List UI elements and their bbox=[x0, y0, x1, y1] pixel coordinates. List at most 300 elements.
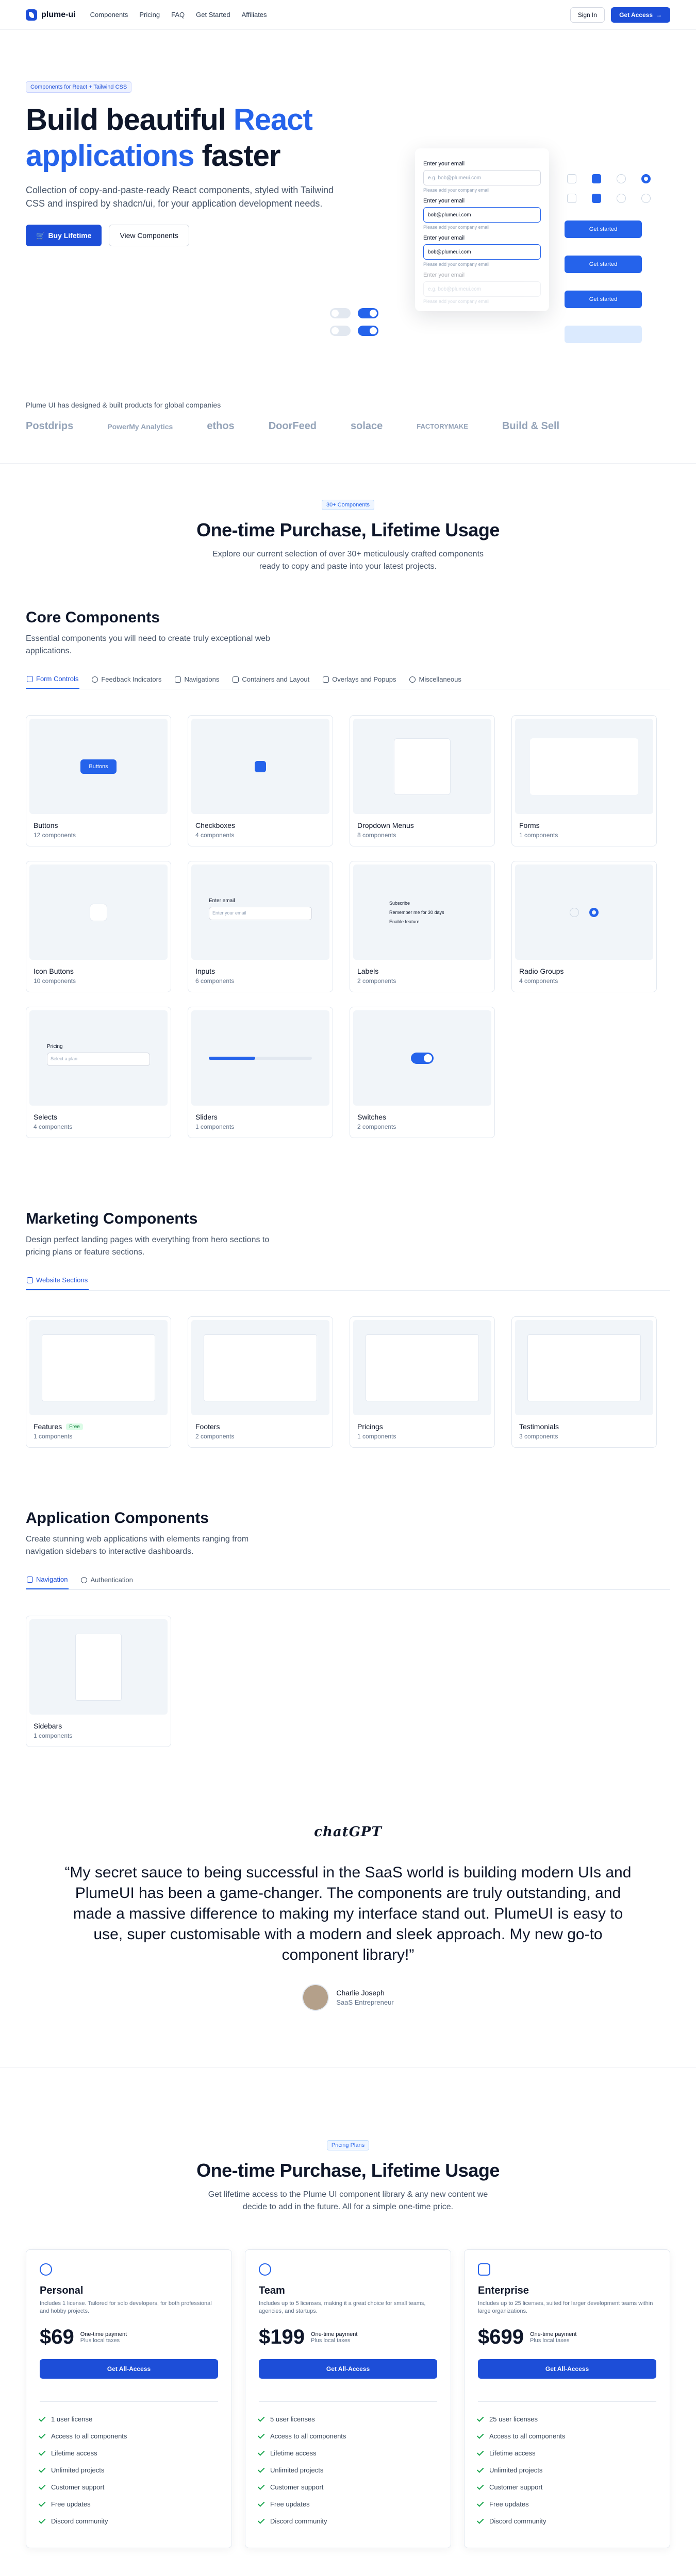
card-count: 10 components bbox=[34, 977, 76, 985]
marketing-tabs bbox=[26, 1271, 670, 1291]
preview-center bbox=[515, 719, 653, 814]
core-desc: Essential components you will need to create truly exceptional web applications. bbox=[26, 634, 271, 655]
feature-item bbox=[40, 2466, 218, 2474]
preview-page bbox=[204, 1334, 317, 1401]
preview-center bbox=[29, 865, 168, 960]
card-count: 4 components bbox=[195, 832, 235, 839]
card-preview bbox=[353, 1010, 491, 1106]
feature-text: Unlimited projects bbox=[270, 2466, 324, 2474]
card-count: 4 components bbox=[519, 977, 558, 985]
card-name: Selects bbox=[34, 1113, 57, 1121]
card-name: Forms bbox=[519, 821, 540, 829]
logo-powermy: PowerMy Analytics bbox=[107, 422, 173, 431]
feature-item bbox=[40, 2449, 218, 2457]
plume-logo-icon bbox=[26, 9, 37, 21]
card-body bbox=[350, 1418, 494, 1444]
card-preview bbox=[353, 1320, 491, 1415]
plan-name: Enterprise bbox=[478, 2285, 529, 2296]
card-body bbox=[26, 1109, 171, 1134]
component-card-inputs[interactable] bbox=[188, 861, 333, 992]
application-grid bbox=[26, 1616, 670, 1747]
form-help: Please add your company email bbox=[423, 262, 490, 267]
checkbox-sample[interactable] bbox=[567, 194, 576, 203]
email-input-placeholder[interactable]: e.g. bob@plumeui.com bbox=[423, 170, 541, 185]
preview-center bbox=[191, 719, 329, 814]
feature-text: Lifetime access bbox=[489, 2449, 536, 2457]
feature-item bbox=[259, 2449, 437, 2457]
preview-input-field: Enter your email bbox=[209, 907, 312, 920]
core-components bbox=[0, 573, 696, 1138]
preview-sidebar bbox=[75, 1634, 122, 1701]
check-icon bbox=[258, 2449, 264, 2455]
pricing-head bbox=[0, 2114, 696, 2213]
card-count: 6 components bbox=[195, 977, 235, 985]
price-note: One-time payment bbox=[529, 2331, 577, 2337]
check-icon bbox=[39, 2432, 45, 2438]
application-desc: Create stunning web applications with elements ranging from navigation sidebars to interactive dashboards. bbox=[26, 1535, 249, 1556]
feature-item bbox=[259, 2415, 437, 2423]
card-body bbox=[26, 963, 171, 989]
tab-label: Navigations bbox=[184, 675, 220, 683]
marketing-title: Marketing Components bbox=[26, 1210, 198, 1227]
form-icon bbox=[27, 676, 33, 682]
card-count: 2 components bbox=[357, 1123, 396, 1130]
logo-build-sell: Build & Sell bbox=[502, 420, 560, 432]
preview-page bbox=[42, 1334, 155, 1401]
marketing-components bbox=[0, 1138, 696, 1448]
preview-select-label: Pricing bbox=[47, 1043, 63, 1049]
layout-icon bbox=[233, 676, 239, 683]
disabled-sample-button bbox=[565, 326, 642, 343]
logo-factorymake: FACTORYMAKE bbox=[417, 422, 468, 430]
hero-actions bbox=[26, 225, 356, 246]
buy-lifetime-label: Buy Lifetime bbox=[48, 231, 92, 240]
form-label: Enter your email bbox=[423, 272, 465, 278]
checkbox-sample[interactable] bbox=[592, 174, 601, 183]
toggle-row bbox=[330, 326, 378, 343]
preview-center bbox=[353, 719, 491, 814]
component-card-pricings[interactable] bbox=[350, 1316, 495, 1448]
building-icon bbox=[478, 2263, 490, 2276]
preview-center bbox=[29, 719, 168, 814]
feedback-icon bbox=[92, 676, 98, 683]
nav-left bbox=[26, 9, 267, 21]
preview-page bbox=[366, 1334, 479, 1401]
card-name: Dropdown Menus bbox=[357, 821, 414, 829]
tab-containers-layout[interactable] bbox=[231, 670, 310, 689]
preview-center bbox=[29, 1320, 168, 1415]
users-icon bbox=[259, 2263, 271, 2276]
components-pill: 30+ Components bbox=[322, 500, 374, 510]
plan-desc: Includes up to 25 licenses, suited for larger development teams within large organizations. bbox=[478, 2300, 653, 2314]
card-name: Radio Groups bbox=[519, 967, 564, 975]
tab-label: Form Controls bbox=[36, 675, 79, 683]
misc-icon bbox=[409, 676, 416, 683]
preview-dropdown bbox=[394, 738, 451, 795]
checkbox-sample[interactable] bbox=[592, 194, 601, 203]
feature-item bbox=[40, 2483, 218, 2491]
card-preview bbox=[191, 719, 329, 814]
top-nav bbox=[0, 0, 696, 30]
author-info bbox=[336, 1989, 393, 2006]
testimonial-quote: “My secret sauce to being successful in the SaaS world is building modern UIs and PlumeUI has been a game-changer. The components are truly outstanding, and made a massive difference to making my interface stand out. PlumeUI is easy to use, super customisable with a modern and sleek approach. My new go-to component library!” bbox=[64, 1864, 632, 1963]
preview-center bbox=[191, 1010, 329, 1106]
hero-illustration bbox=[330, 107, 696, 396]
radio-sample[interactable] bbox=[617, 194, 626, 203]
nav-link-affiliates[interactable]: Affiliates bbox=[241, 11, 267, 19]
card-body bbox=[512, 817, 656, 843]
get-all-access-button[interactable]: Get All-Access bbox=[40, 2359, 218, 2379]
tab-navigation[interactable] bbox=[26, 1570, 69, 1589]
form-label: Enter your email bbox=[423, 161, 465, 167]
check-icon bbox=[39, 2466, 45, 2472]
preview-slider bbox=[209, 1057, 312, 1060]
card-preview bbox=[515, 865, 653, 960]
plan-desc: Includes up to 5 licenses, making it a great choice for small teams, agencies, and startups. bbox=[259, 2300, 426, 2314]
hero-subtitle: Collection of copy-and-paste-ready React components, styled with Tailwind CSS and inspired by shadcn/ui, for your application development needs. bbox=[26, 185, 334, 209]
tab-authentication[interactable] bbox=[80, 1570, 134, 1589]
user-icon bbox=[40, 2263, 52, 2276]
preview-form bbox=[530, 738, 638, 795]
radio-sample[interactable] bbox=[617, 174, 626, 183]
preview-center bbox=[191, 865, 329, 960]
card-count: 1 components bbox=[34, 1433, 73, 1440]
plan-price: $699 bbox=[478, 2326, 524, 2348]
application-title: Application Components bbox=[26, 1510, 209, 1527]
checkbox-sample[interactable] bbox=[567, 174, 576, 183]
check-icon bbox=[258, 2483, 264, 2489]
toggle-off[interactable] bbox=[330, 308, 351, 318]
plan-desc: Includes 1 license. Tailored for solo developers, for both professional and hobby projects. bbox=[40, 2300, 212, 2314]
card-name: Checkboxes bbox=[195, 821, 236, 829]
get-started-sample-button[interactable]: Get started bbox=[565, 291, 642, 308]
tab-website-sections[interactable] bbox=[26, 1271, 89, 1290]
components-intro bbox=[0, 464, 696, 573]
get-started-sample-button[interactable]: Get started bbox=[565, 221, 642, 238]
check-icon bbox=[258, 2517, 264, 2523]
price-note: Plus local taxes bbox=[529, 2337, 570, 2344]
hero-title bbox=[26, 102, 356, 174]
component-card-checkboxes[interactable] bbox=[188, 715, 333, 846]
component-card-icon-buttons[interactable] bbox=[26, 861, 171, 992]
hero-title-line2-accent: applications bbox=[26, 139, 194, 173]
check-icon bbox=[258, 2466, 264, 2472]
card-preview bbox=[191, 1320, 329, 1415]
plan-features bbox=[478, 2401, 656, 2525]
radio-sample[interactable] bbox=[641, 174, 651, 183]
pricing-title: One-time Purchase, Lifetime Usage bbox=[196, 2160, 500, 2181]
feature-text: Free updates bbox=[270, 2500, 310, 2508]
toggle-row bbox=[330, 308, 378, 326]
feature-text: Free updates bbox=[51, 2500, 91, 2508]
tab-form-controls[interactable] bbox=[26, 670, 79, 689]
overlay-icon bbox=[323, 676, 329, 683]
component-card-sliders[interactable] bbox=[188, 1007, 333, 1138]
preview-center bbox=[29, 1010, 168, 1106]
check-icon bbox=[258, 2500, 264, 2506]
component-card-selects[interactable] bbox=[26, 1007, 171, 1138]
hero-title-accent: React bbox=[233, 103, 312, 137]
get-access-button[interactable] bbox=[611, 7, 670, 23]
radio-icon bbox=[570, 908, 579, 917]
feature-item bbox=[259, 2500, 437, 2508]
tab-overlays-popups[interactable] bbox=[322, 670, 397, 689]
preview-input-label: Enter email bbox=[209, 897, 235, 904]
card-body bbox=[26, 817, 171, 843]
feature-text: 1 user license bbox=[51, 2415, 93, 2423]
card-preview bbox=[191, 1010, 329, 1106]
card-count: 2 components bbox=[357, 977, 396, 985]
card-body bbox=[26, 1418, 171, 1444]
hero-title-line1: Build beautiful bbox=[26, 103, 226, 137]
card-body bbox=[26, 1718, 171, 1743]
card-name: Switches bbox=[357, 1113, 387, 1121]
plan-features bbox=[40, 2401, 218, 2525]
card-count: 12 components bbox=[34, 832, 76, 839]
card-preview bbox=[29, 865, 168, 960]
hero-title-line2-rest: faster bbox=[202, 139, 280, 173]
card-count: 1 components bbox=[519, 832, 558, 839]
feature-item bbox=[478, 2415, 656, 2423]
check-icon bbox=[477, 2500, 484, 2506]
avatar bbox=[302, 1984, 329, 2011]
card-name: Footers bbox=[195, 1422, 220, 1431]
email-input-filled[interactable]: bob@plumeui.com bbox=[423, 207, 541, 223]
component-card-footers[interactable] bbox=[188, 1316, 333, 1448]
card-name bbox=[34, 1422, 163, 1431]
feature-text: Customer support bbox=[489, 2483, 543, 2491]
check-icon bbox=[477, 2466, 484, 2472]
card-body bbox=[350, 1109, 494, 1134]
logo-solace: solace bbox=[351, 420, 383, 432]
nav-link-components[interactable]: Components bbox=[90, 11, 128, 19]
navigation-icon bbox=[27, 1577, 33, 1583]
checkbox-sample-grid bbox=[567, 174, 653, 203]
card-body bbox=[188, 817, 333, 843]
nav-right bbox=[570, 7, 670, 23]
pricing-card-team bbox=[245, 2249, 451, 2548]
sign-in-button[interactable]: Sign In bbox=[570, 7, 605, 23]
faq-section bbox=[0, 2548, 696, 2576]
component-card-forms[interactable] bbox=[511, 715, 657, 846]
component-card-dropdown-menus[interactable] bbox=[350, 715, 495, 846]
preview-center bbox=[515, 1320, 653, 1415]
testimonial-company-logo: chatGPT bbox=[314, 1824, 382, 1840]
component-card-sidebars[interactable] bbox=[26, 1616, 171, 1747]
tab-label: Overlays and Popups bbox=[332, 675, 396, 683]
toggle-off[interactable] bbox=[330, 326, 351, 336]
components-title: One-time Purchase, Lifetime Usage bbox=[196, 519, 500, 540]
hero-section bbox=[0, 30, 696, 354]
plan-name: Team bbox=[259, 2285, 285, 2296]
tab-feedback-indicators[interactable] bbox=[91, 670, 162, 689]
feature-item bbox=[40, 2432, 218, 2440]
form-label: Enter your email bbox=[423, 198, 465, 204]
card-count: 1 components bbox=[357, 1433, 396, 1440]
preview-center bbox=[353, 1320, 491, 1415]
card-count: 3 components bbox=[519, 1433, 558, 1440]
check-icon bbox=[477, 2517, 484, 2523]
brand-logo[interactable] bbox=[26, 9, 76, 21]
radio-sample[interactable] bbox=[641, 194, 651, 203]
check-icon bbox=[39, 2517, 45, 2523]
form-help: Please add your company email bbox=[423, 299, 490, 304]
card-preview bbox=[29, 1320, 168, 1415]
form-help: Please add your company email bbox=[423, 188, 490, 193]
feature-text: Unlimited projects bbox=[51, 2466, 105, 2474]
buy-lifetime-button[interactable] bbox=[26, 225, 102, 246]
preview-label: Subscribe bbox=[389, 900, 410, 906]
toggle-on[interactable] bbox=[358, 326, 378, 336]
card-body bbox=[512, 963, 656, 989]
card-preview bbox=[515, 1320, 653, 1415]
card-name-text: Features bbox=[34, 1422, 62, 1431]
tab-label: Containers and Layout bbox=[242, 675, 310, 683]
pricing-pill: Pricing Plans bbox=[327, 2140, 369, 2150]
card-preview bbox=[353, 719, 491, 814]
get-started-sample-button[interactable]: Get started bbox=[565, 256, 642, 273]
application-tabs bbox=[26, 1570, 670, 1590]
card-count: 1 components bbox=[195, 1123, 235, 1130]
preview-label: Remember me for 30 days bbox=[389, 909, 444, 915]
component-card-features[interactable] bbox=[26, 1316, 171, 1448]
form-label: Enter your email bbox=[423, 235, 465, 241]
preview-select-field: Select a plan bbox=[47, 1053, 150, 1066]
tab-label: Authentication bbox=[90, 1576, 133, 1584]
feature-item bbox=[478, 2500, 656, 2508]
pricing-card-personal bbox=[26, 2249, 232, 2548]
testimonial-author bbox=[62, 1984, 634, 2011]
price-notes bbox=[80, 2331, 127, 2344]
view-components-button[interactable]: View Components bbox=[109, 225, 189, 246]
check-icon bbox=[39, 2415, 45, 2421]
check-icon bbox=[258, 2432, 264, 2438]
component-card-labels[interactable] bbox=[350, 861, 495, 992]
tab-label: Feedback Indicators bbox=[101, 675, 162, 683]
price-note: One-time payment bbox=[310, 2331, 358, 2337]
check-icon bbox=[39, 2500, 45, 2506]
feature-text: Discord community bbox=[270, 2517, 327, 2525]
preview-center bbox=[353, 1010, 491, 1106]
card-preview bbox=[515, 719, 653, 814]
tab-miscellaneous[interactable] bbox=[408, 670, 462, 689]
pricing-section bbox=[0, 2068, 696, 2548]
pricing-grid bbox=[26, 2249, 670, 2548]
card-preview bbox=[29, 1010, 168, 1106]
get-all-access-button[interactable]: Get All-Access bbox=[478, 2359, 656, 2379]
feature-text: 5 user licenses bbox=[270, 2415, 315, 2423]
component-card-radio-groups[interactable] bbox=[511, 861, 657, 992]
nav-link-get-started[interactable]: Get Started bbox=[196, 11, 230, 19]
core-grid bbox=[26, 715, 670, 1138]
component-card-buttons[interactable] bbox=[26, 715, 171, 846]
preview-switch bbox=[411, 1053, 434, 1064]
button-samples bbox=[565, 221, 642, 361]
preview-label: Enable feature bbox=[389, 919, 420, 924]
email-input-focused[interactable]: bob@plumeui.com bbox=[423, 244, 541, 260]
component-card-switches[interactable] bbox=[350, 1007, 495, 1138]
author-role: SaaS Entrepreneur bbox=[336, 1998, 394, 2006]
preview-center bbox=[191, 1320, 329, 1415]
feature-item bbox=[259, 2483, 437, 2491]
nav-link-pricing[interactable]: Pricing bbox=[139, 11, 160, 19]
price-row bbox=[259, 2326, 437, 2349]
get-access-label: Get Access bbox=[619, 11, 653, 19]
price-notes bbox=[530, 2331, 576, 2344]
card-name: Testimonials bbox=[519, 1422, 559, 1431]
get-all-access-button[interactable]: Get All-Access bbox=[259, 2359, 437, 2379]
toggle-samples bbox=[330, 308, 378, 343]
plan-price: $199 bbox=[259, 2326, 305, 2348]
navigation-icon bbox=[175, 676, 181, 683]
faded-field bbox=[423, 272, 541, 304]
components-subtitle: Explore our current selection of over 30+ meticulously crafted components ready to copy and paste into your latest projects. bbox=[212, 550, 484, 571]
card-name: Buttons bbox=[34, 821, 58, 829]
feature-text: Customer support bbox=[51, 2483, 105, 2491]
feature-item bbox=[478, 2449, 656, 2457]
card-name: Pricings bbox=[357, 1422, 383, 1431]
price-note: Plus local taxes bbox=[310, 2337, 351, 2344]
feature-item bbox=[478, 2432, 656, 2440]
brand-name: plume-ui bbox=[41, 10, 76, 19]
tab-navigations[interactable] bbox=[174, 670, 220, 689]
nav-links bbox=[90, 11, 267, 19]
preview-input bbox=[209, 898, 312, 927]
component-card-testimonials[interactable] bbox=[511, 1316, 657, 1448]
feature-text: Unlimited projects bbox=[489, 2466, 543, 2474]
preview-center bbox=[29, 1619, 168, 1715]
check-icon bbox=[258, 2415, 264, 2421]
tab-label: Website Sections bbox=[36, 1276, 88, 1284]
feature-text: Access to all components bbox=[51, 2432, 127, 2440]
author-name: Charlie Joseph bbox=[336, 1989, 385, 1997]
marketing-grid bbox=[26, 1316, 670, 1448]
feature-item bbox=[40, 2517, 218, 2525]
card-preview bbox=[29, 1619, 168, 1715]
feature-text: Discord community bbox=[489, 2517, 546, 2525]
preview-center bbox=[353, 865, 491, 960]
logo-ethos: ethos bbox=[207, 420, 235, 432]
logo-postdrips: Postdrips bbox=[26, 420, 74, 432]
card-name: Sliders bbox=[195, 1113, 218, 1121]
card-body bbox=[512, 1418, 656, 1444]
core-title: Core Components bbox=[26, 609, 160, 626]
email-input-disabled: e.g. bob@plumeui.com bbox=[423, 281, 541, 297]
feature-item bbox=[259, 2432, 437, 2440]
check-icon bbox=[477, 2415, 484, 2421]
cart-icon: 🛒 bbox=[36, 231, 45, 240]
preview-center bbox=[515, 865, 653, 960]
card-name: Sidebars bbox=[34, 1722, 62, 1730]
marketing-desc: Design perfect landing pages with everything from hero sections to pricing plans or feature sections. bbox=[26, 1235, 270, 1257]
toggle-on[interactable] bbox=[358, 308, 378, 318]
card-name: Labels bbox=[357, 967, 379, 975]
nav-link-faq[interactable]: FAQ bbox=[171, 11, 185, 19]
card-body bbox=[350, 817, 494, 843]
feature-text: 25 user licenses bbox=[489, 2415, 538, 2423]
feature-text: Access to all components bbox=[270, 2432, 346, 2440]
hero-content bbox=[26, 81, 356, 246]
feature-text: Discord community bbox=[51, 2517, 108, 2525]
bell-icon bbox=[90, 904, 107, 921]
price-notes bbox=[311, 2331, 357, 2344]
card-count: 4 components bbox=[34, 1123, 73, 1130]
feature-item bbox=[478, 2483, 656, 2491]
card-body bbox=[188, 1109, 333, 1134]
price-row bbox=[40, 2326, 218, 2349]
preview-page bbox=[527, 1334, 641, 1401]
card-name: Inputs bbox=[195, 967, 216, 975]
